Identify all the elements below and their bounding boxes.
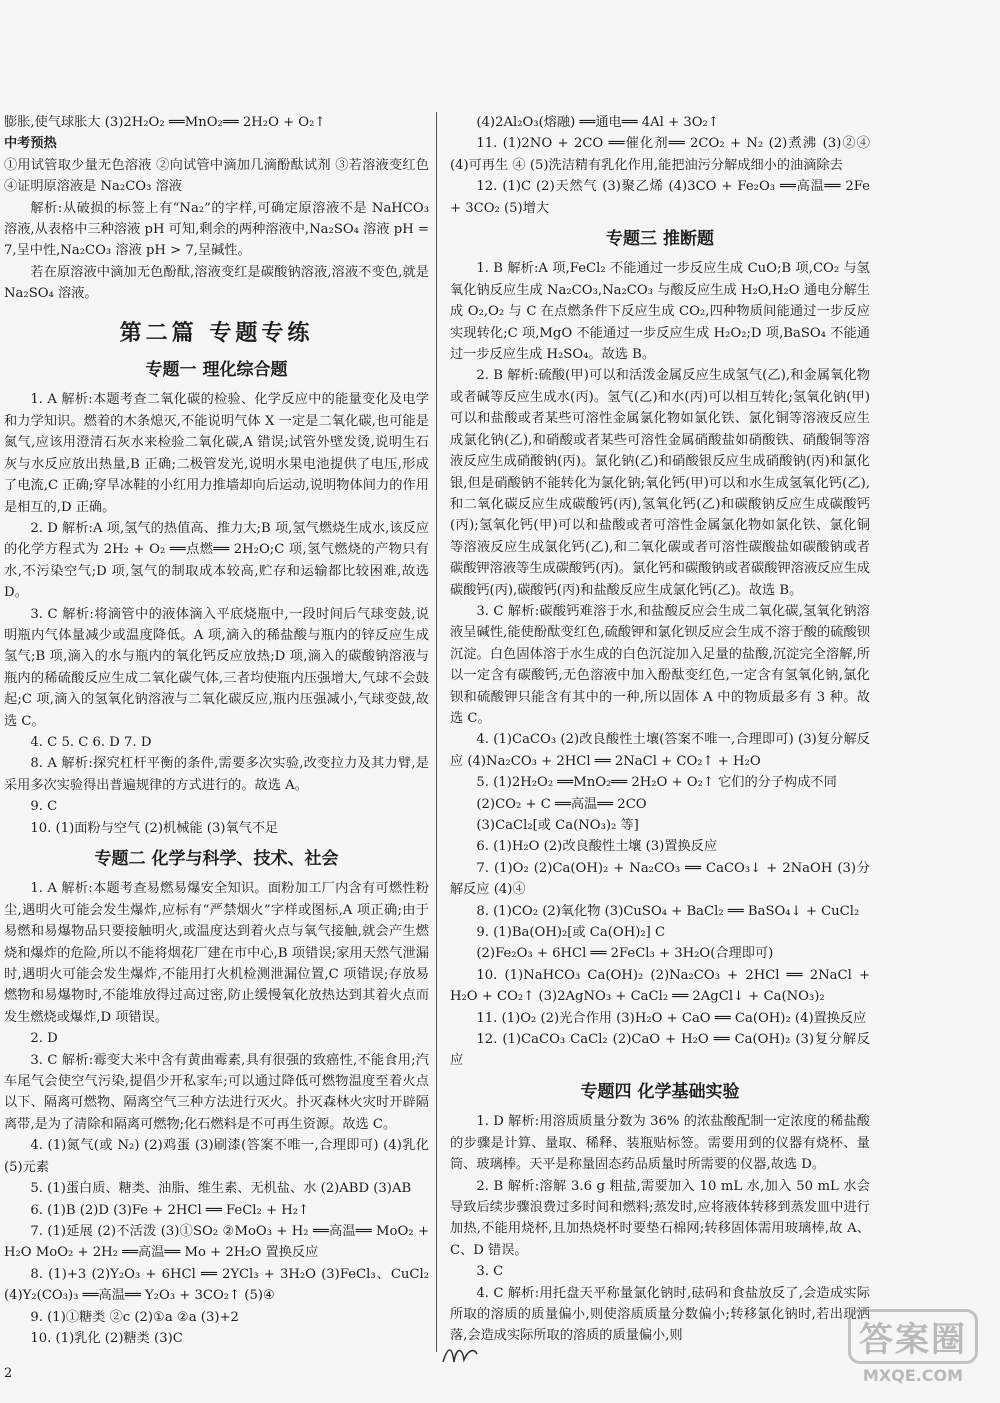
answer-item: 2. B 解析:硫酸(甲)可以和活泼金属反应生成氢气(乙),和金属氧化物或者碱等反应生成水(丙)。氢气(乙)和水(丙)可以相互转化;氢氧化钠(甲)可以和盐酸或者某些可溶性金属氯化物如氯化铁、氯化铜等溶液反应生成氯化钠(乙),和硝酸或者某些可溶性金属硝酸盐如硝酸铁、硝酸铜等溶液反应生成硝酸钠(丙)。氯化钠(乙)和硝酸银反应生成硝酸钠(丙)和氯化银,但是硝酸钠不能转化为氯化钠;氧化钙(甲)可以和水生成氢氧化钙(乙),和二氧化碳反应生成碳酸钙(丙),氢氧化钙(乙)和碳酸钠反应生成碳酸钙(丙);氢氧化钙(甲)可以和盐酸或者可溶性金属氯化物如氯化铁、氯化铜等溶液反应生成氯化钙(乙),和二氧化碳或者可溶性碳酸盐如碳酸钠或者碳酸钾溶液等生成碳酸钙(丙)。氯化钙和碳酸钠或者碳酸钾溶液反应生成碳酸钙(丙),碳酸钙(丙)和盐酸反应生成氯化钙(乙)。故选 B。 — [450, 368, 870, 598]
answer-item: 8. (1)CO₂ (2)氧化物 (3)CuSO₄ + BaCl₂ ══ BaSO₄↓ + CuCl₂ — [476, 903, 860, 919]
answer-item: 4. C 解析:用托盘天平称量氯化钠时,砝码和食盐放反了,会造成实际所取的溶质的质量偏小,则使溶质质量分数偏小;转移氯化钠时,若出现洒落,会造成实际所取的溶质的质量偏小,则 — [450, 1285, 870, 1344]
paragraph: 解析:从破损的标签上有“Na₂”的字样,可确定原溶液不是 NaHCO₃ 溶液,从表格中三种溶液 pH 可知,剩余的两种溶液中,Na₂SO₄ 溶液 pH = 7,呈中性,Na₂CO₃ 溶液 pH > 7,呈碱性。 — [4, 200, 429, 259]
answer-item: 4. (1)氮气(或 N₂) (2)鸡蛋 (3)刷漆(答案不唯一,合理即可) (4)乳化 (5)元素 — [4, 1138, 429, 1175]
part-title: 第二篇 专题专练 — [119, 320, 314, 346]
watermark-url: MXQE.COM — [862, 1366, 964, 1385]
answer-item: 9. (1)Ba(OH)₂[或 Ca(OH)₂] C — [476, 925, 666, 941]
topic-title: 专题一 理化综合题 — [145, 360, 288, 381]
answer-item: 8. (1)+3 (2)Y₂O₃ + 6HCl ══ 2YCl₃ + 3H₂O (3)FeCl₃、CuCl₂ (4)Y₂(CO₃)₃ ══高温══ Y₂O₃ + 3CO₂↑ (5)④ — [4, 1266, 429, 1304]
answer-item: 9. (1)①糖类 ②c (2)①a ②a (3)+2 — [30, 1309, 239, 1325]
topic-title: 专题三 推断题 — [606, 229, 714, 250]
answer-item: 10. (1)乳化 (2)糖类 (3)C — [30, 1330, 183, 1346]
watermark — [848, 1309, 978, 1385]
answer-item: 3. C 解析:碳酸钙难溶于水,和盐酸反应会生成二氧化碳,氢氧化钠溶液呈碱性,能使酚酞变红色,硫酸钾和氯化钡反应会生成不溶于酸的硫酸钡沉淀。白色固体溶于水生成的白色沉淀加入足量的盐酸,沉淀完全溶解,所以一定含有碳酸钙,无色溶液中加入酚酞变红色,一定含有氢氧化钠,氯化钡和硫酸钾只能含有其中的一种,所以固体 A 中的物质最多有 3 种。故选 C。 — [450, 603, 870, 726]
answer-item: (2)Fe₂O₃ + 6HCl ══ 2FeCl₃ + 3H₂O(合理即可) — [476, 946, 774, 962]
topic-title: 专题四 化学基础实验 — [580, 1081, 740, 1102]
answer-item: 2. D 解析:A 项,氢气的热值高、推力大;B 项,氢气燃烧生成水,该反应的化学方程式为 2H₂ + O₂ ══点燃══ 2H₂O;C 项,氢气燃烧的产物只有水,不污染空气;D 项,氢气的制取成本较高,贮存和运输都比较困难,故选 D。 — [4, 520, 429, 601]
answer-item: (4)2Al₂O₃(熔融) ══通电══ 4Al + 3O₂↑ — [476, 115, 719, 130]
answer-item: 10. (1)NaHCO₃ Ca(OH)₂ (2)Na₂CO₃ + 2HCl ══ 2NaCl + H₂O + CO₂↑ (3)2AgNO₃ + CaCl₂ ══ 2AgCl↓ + Ca(NO₃)₂ — [450, 967, 870, 1005]
answer-item: 3. C 解析:将滴管中的液体滴入平底烧瓶中,一段时间后气球变鼓,说明瓶内气体量减少或温度降低。A 项,滴入的稀盐酸与瓶内的锌反应生成氢气;B 项,滴入的水与瓶内的氧化钙反应放热;D 项,滴入的碳酸钠溶液与瓶内的稀硫酸反应生成二氧化碳气体,三者均使瓶内压强增大,气球不会鼓起;C 项,滴入的氢氧化钠溶液与二氧化碳反应,瓶内压强减小,气球变鼓,故选 C。 — [4, 606, 429, 729]
answer-item: 1. A 解析:本题考查易燃易爆安全知识。面粉加工厂内含有可燃性粉尘,遇明火可能会发生爆炸,应标有“严禁烟火”字样或图标,A 项正确;由于易燃和易爆物品只要接触明火,或温度达到着火点与氧气接触,就会产生燃烧和爆炸的危险,所以不能将烟花厂建在市中心,B 项错误;家用天然气泄漏时,遇明火可能会发生爆炸,不能用打火机检测泄漏位置,C 项错误;存放易燃物和易爆物时,不能堆放得过高过密,防止缓慢氧化放热达到其着火点而发生燃烧或爆炸,D 项错误。 — [4, 881, 429, 1025]
answer-item: (2)CO₂ + C ══高温══ 2CO — [476, 796, 647, 812]
answer-item: 8. A 解析:探究杠杆平衡的条件,需要多次实验,改变拉力及其力臂,是采用多次实验得出普遍规律的方式进行的。故选 A。 — [4, 756, 429, 793]
answer-item: 6. (1)B (2)D (3)Fe + 2HCl ══ FeCl₂ + H₂↑ — [30, 1202, 310, 1218]
watermark-logo: 答案圈 — [848, 1309, 978, 1364]
answer-item: 12. (1)C (2)天然气 (3)聚乙烯 (4)3CO + Fe₂O₃ ══高温══ 2Fe + 3CO₂ (5)增大 — [450, 179, 870, 216]
left-column — [4, 112, 429, 1349]
answer-item: 11. (1)2NO + 2CO ══催化剂══ 2CO₂ + N₂ (2)煮沸 (3)②④ (4)可再生 ④ (5)洗洁精有乳化作用,能把油污分解成细小的油滴除去 — [450, 136, 870, 173]
answer-item: 1. D 解析:用溶质质量分数为 36% 的浓盐酸配制一定浓度的稀盐酸的步骤是计算、量取、稀释、装瓶贴标签。需要用到的仪器有烧杯、量筒、玻璃棒。天平是称量固态药品质量时所需要的仪器,故选 D。 — [450, 1114, 870, 1173]
answer-item: 2. B 解析:溶解 3.6 g 粗盐,需要加入 10 mL 水,加入 50 mL 水会导致后续步骤浪费过多时间和燃料;蒸发时,应将液体转移到蒸发皿中进行加热,不能用烧杯,且加热烧杯时要垫石棉网;转移固体需用玻璃棒,故 A、C、D 错误。 — [450, 1178, 870, 1258]
answer-item: 5. (1)2H₂O₂ ══MnO₂══ 2H₂O + O₂↑ 它们的分子构成不同 — [476, 775, 837, 791]
answer-item: 1. A 解析:本题考查二氧化碳的检验、化学反应中的能量变化及电学和力学知识。燃着的木条熄灭,不能说明气体 X 一定是二氧化碳,也可能是氮气,应该用澄清石灰水来检验二氧化碳,A 错误;试管外壁发烫,说明生石灰与水反应放出热量,B 正确;二极管发光,说明水果电池提供了电压,形成了电流,C 正确;穿旱冰鞋的小红用力推墙却向后运动,说明物体间力的作用是相互的,D 正确。 — [4, 392, 429, 515]
answer-item: 3. C 解析:霉变大米中含有黄曲霉素,具有很强的致癌性,不能食用;汽车尾气会使空气污染,提倡少开私家车;可以通过降低可燃物温度至着火点以下、隔离可燃物、隔离空气三种方法进行灭火。扑灭森林火灾时开辟隔离带,是为了清除和隔离可燃物;化石燃料是不可再生资源。故选 C。 — [4, 1052, 429, 1132]
answer-item: 1. B 解析:A 项,FeCl₂ 不能通过一步反应生成 CuO;B 项,CO₂ 与氢氧化钠反应生成 Na₂CO₃,Na₂CO₃ 与酸反应生成 H₂O,H₂O 通电分解生成 O₂,O₂ 与 C 在点燃条件下反应生成 CO₂,四种物质间能通过一步反应实现转化;C 项,MgO 不能通过一步反应生成 H₂O₂;D 项,BaSO₄ 不能通过一步反应生成 H₂SO₄。故选 B。 — [450, 261, 870, 363]
answer-item: 12. (1)CaCO₃ CaCl₂ (2)CaO + H₂O ══ Ca(OH)₂ (3)复分解反应 — [450, 1032, 870, 1069]
answer-item: 4. (1)CaCO₃ (2)改良酸性土壤(答案不唯一,合理即可) (3)复分解反应 (4)Na₂CO₃ + 2HCl ══ 2NaCl + CO₂↑ + H₂O — [450, 732, 870, 769]
paragraph: 膨胀,使气球胀大 (3)2H₂O₂ ══MnO₂══ 2H₂O + O₂↑ — [4, 115, 326, 130]
paragraph: ①用试管取少量无色溶液 ②向试管中滴加几滴酚酞试剂 ③若溶液变红色 ④证明原溶液是 Na₂CO₃ 溶液 — [4, 157, 429, 195]
answer-item: 10. (1)面粉与空气 (2)机械能 (3)氧气不足 — [30, 820, 279, 836]
paragraph: 若在原溶液中滴加无色酚酞,溶液变红是碳酸钠溶液,溶液不变色,就是 Na₂SO₄ 溶液。 — [4, 264, 429, 302]
answer-item: 7. (1)延展 (2)不活泼 (3)①SO₂ ②MoO₃ + H₂ ══高温══ MoO₂ + H₂O MoO₂ + 2H₂ ══高温══ Mo + 2H₂O 置换反应 — [4, 1223, 429, 1261]
page-number: 2 — [4, 1366, 13, 1381]
answer-item: 9. C — [30, 799, 58, 815]
answer-item: 2. D — [30, 1031, 58, 1047]
answer-item: 5. (1)蛋白质、糖类、油脂、维生素、无机盐、水 (2)ABD (3)AB — [30, 1181, 412, 1197]
answer-item: 4. C 5. C 6. D 7. D — [30, 734, 152, 750]
answer-item: 3. C — [476, 1264, 504, 1280]
column-divider — [436, 112, 437, 1352]
answer-item: (3)CaCl₂[或 Ca(NO₃)₂ 等] — [476, 818, 639, 833]
answer-item: 7. (1)O₂ (2)Ca(OH)₂ + Na₂CO₃ ══ CaCO₃↓ + 2NaOH (3)分解反应 (4)④ — [450, 860, 870, 898]
right-column — [450, 112, 870, 1347]
answer-item: 6. (1)H₂O (2)改良酸性土壤 (3)置换反应 — [476, 839, 718, 855]
section-heading: 中考预热 — [4, 136, 57, 152]
answer-item: 11. (1)O₂ (2)光合作用 (3)H₂O + CaO ══ Ca(OH)₂ (4)置换反应 — [476, 1010, 867, 1026]
topic-title: 专题二 化学与科学、技术、社会 — [94, 849, 339, 869]
handwritten-mark-icon — [440, 1340, 480, 1370]
